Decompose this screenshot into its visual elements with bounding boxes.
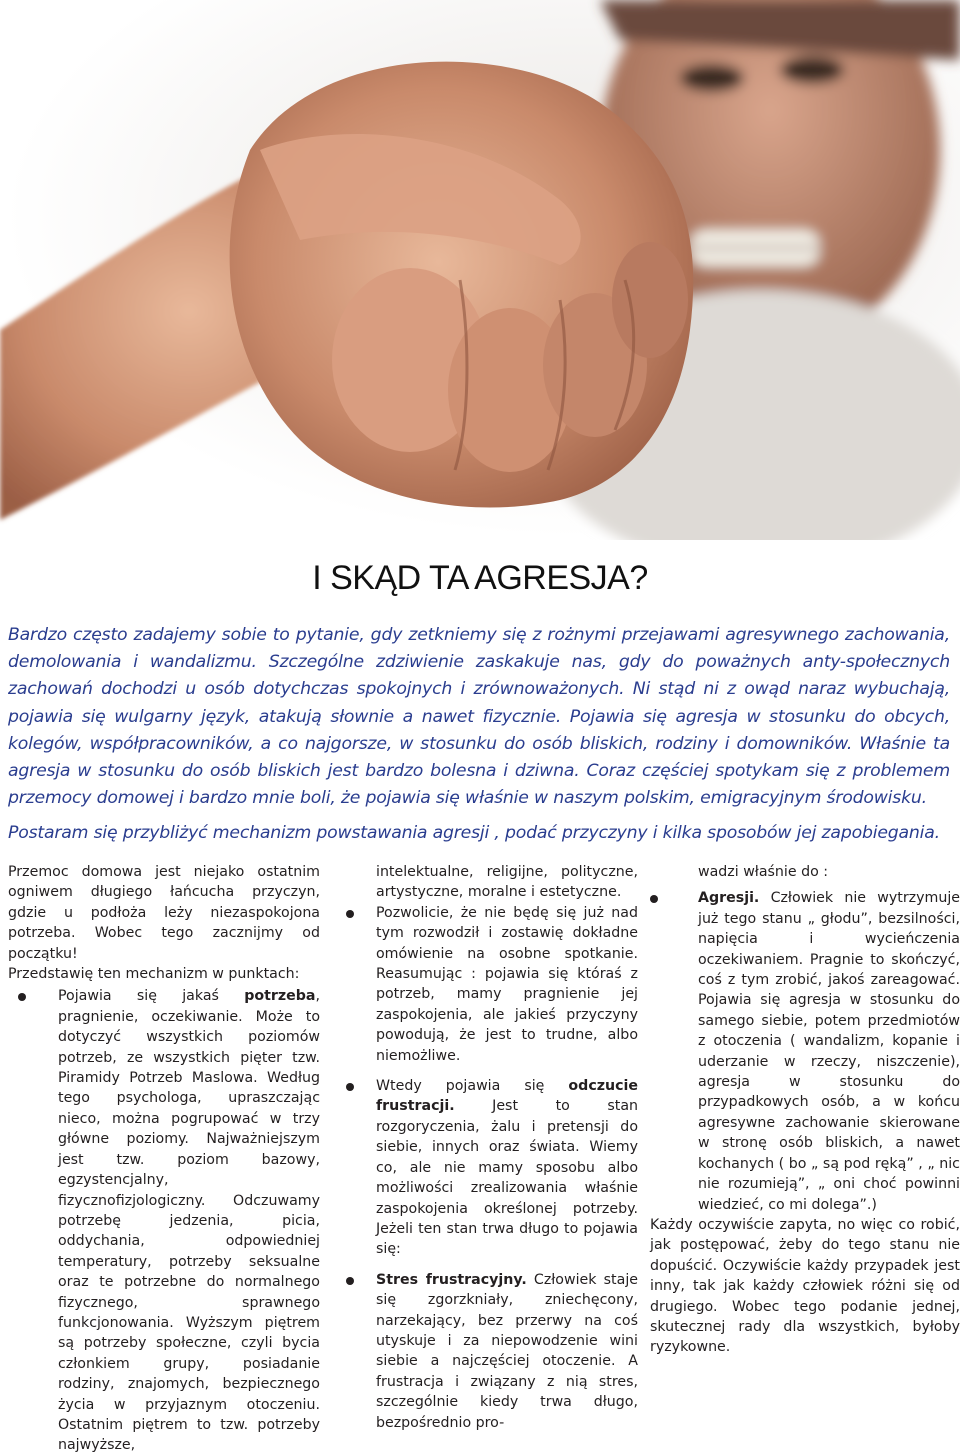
col2-bullet-2-bold: odczucie frustracji.: [376, 1078, 638, 1115]
col2-bullet-frustration: [376, 1076, 638, 1260]
bullet-dot-icon: [346, 1083, 354, 1091]
intro-paragraph: [8, 622, 950, 812]
page-title: I SKĄD TA AGRESJA?: [312, 559, 648, 597]
col1-paragraph-2: Przedstawię ten mechanizm w punktach:: [8, 966, 300, 983]
col1-bullet-post: , pragnienie, oczekiwanie. Może to dotyczyć wszystkich poziomów potrzeb, ze wszystkich pięter tzw. Piramidy Potrzeb Maslowa. Według tego psychologa, upraszczając nieco, można pogrupować w trzy główne poziomy. Najważniejszym jest tzw. poziom bazowy, egzystencjalny, fizycznofizjologiczny. Odczuwamy potrzebę jedzenia, picia, oddychania, odpowiedniej temperatury, potrzeby seksualne oraz te potrzebne do normalnego fizycznego, sprawnego funkcjonowania. Wyższym piętrem są potrzeby społeczne, czyli bycia członkiem grupy, posiadanie rodziny, znajomych, bezpiecznego życia w przyjaznym otoczeniu. Ostatnim piętrem to tzw. potrzeby najwyższe,: [58, 988, 320, 1454]
bullet-dot-icon: [346, 910, 354, 918]
col2-bullet-3-bold: Stres frustracyjny.: [376, 1271, 527, 1288]
column-3: [650, 862, 960, 1358]
bullet-dot-icon: [18, 993, 26, 1001]
col2-bullet-2-post: Jest to stan rozgoryczenia, żalu i pretensji do siebie, innych oraz świata. Wiemy co, ale nie mamy sposobu albo możliwości zrealizowania właśnie zaspokojenia określonej potrzeby. Jeżeli ten stan trwa długo to pojawia się:: [376, 1098, 638, 1258]
col1-paragraph-1: Przemoc domowa jest niejako ostatnim ogniwem długiego łańcucha przyczyn, gdzie u podłoża leży niezaspokojona potrzeba. Wobec tego zacznijmy od początku!: [8, 864, 320, 962]
col1-bullet-pre: Pojawia się jakaś: [58, 988, 245, 1005]
col3-paragraph-1: wadzi właśnie do :: [698, 864, 829, 880]
col2-bullet-2-pre: Wtedy pojawia się: [376, 1078, 569, 1095]
hero-photo-angry-fist: [0, 0, 960, 540]
col1-bullet-bold: potrzeba: [244, 988, 316, 1005]
intro-lead-text: Bardzo często zadajemy sobie to pytanie, gdy zetkniemy się z rożnymi przejawami agresywnego zachowania, demolowania i wandalizmu. Szczególne zdziwienie zaskakuje nas, gdy do poważnych anty-społecznych zachowań dochodzi u osób dotychczas spokojnych i zrównoważonych. Ni stąd ni z owąd naraz wybuchają, pojawia się wulgarny język, atakują słownie a nawet fizycznie. Pojawia się agresja w stosunku do obcych, kolegów, współpracowników, a co najgorsze, w stosunku do osób bliskich, rodziny i domowników. Właśnie ta agresja w stosunku do osób bliskich jest bardzo bolesna i dziwna. Coraz częściej spotykam się z problemem przemocy domowej i bardzo mnie boli, że pojawia się właśnie w naszym polskim, emigracyjnym środowisku.: [8, 625, 950, 809]
col2-bullet-1-text: Pozwolicie, że nie będę się już nad tym rozwodził i zostawię dokładne omówienie na osobne spotkanie. Reasumując : pojawia się któraś z potrzeb, mamy pragnienie jej zaspokojenia, ale jakieś przyczyny powodują, że jest to trudne, albo niemożliwe.: [376, 904, 638, 1064]
col3-bullet-bold: Agresji.: [698, 890, 760, 907]
column-2: [376, 862, 638, 1433]
col3-paragraph-2: Każdy oczywiście zapyta, no więc co robić, jak postępować, żeby do tego stanu nie dopuścić. Oczywiście każdy przypadek jest inny, tak jak każdy człowiek różni się od drugiego. Wobec tego podanie jednej, skutecznej rady dla wszystkich, byłoby ryzykowne.: [650, 1216, 960, 1356]
bullet-dot-icon: [650, 895, 658, 903]
col2-paragraph-1: intelektualne, religijne, polityczne, artystyczne, moralne i estetyczne.: [376, 864, 638, 901]
col3-bullet-post: Człowiek nie wytrzymuje już tego stanu „ głodu”, bezsilności, napięcia i wycieńczenia oczekiwaniem. Pragnie to skończyć, coś z tym zrobić, jakoś zareagować. Pojawia się agresja w stosunku do samego siebie, potem przedmiotów z otoczenia ( wandalizm, kopanie i uderzanie w rzeczy, niszczenie), agresja w stosunku do przypadkowych osób, a w końcu agresywne zachowanie skierowane w stronę osób bliskich, a nawet kochanych ( bo „ są pod ręką” , „ nic nie rozumieją”, „ oni choć powinni wiedzieć, co mi dolega”.): [698, 890, 960, 1213]
fist: [230, 62, 694, 508]
bullet-dot-icon: [346, 1277, 354, 1285]
col3-bullet-aggression: [650, 888, 960, 1215]
col2-bullet-1: [376, 903, 638, 1066]
col2-bullet-stress: [376, 1270, 638, 1433]
col1-bullet-need: [8, 986, 320, 1455]
intro-closing-text: Postaram się przybliżyć mechanizm powstawania agresji , podać przyczyny i kilka sposobów jej zapobiegania.: [8, 823, 940, 843]
column-1: [8, 862, 320, 1456]
fist-illustration: [0, 0, 960, 540]
col2-bullet-3-post: Człowiek staje się zgorzkniały, zniechęcony, narzekający, bez przerwy na coś utyskuje i za niepowodzenie wini siebie a najczęściej otoczenie. A frustracja i związany z nią stres, szczególnie kiedy trwa długo, bezpośrednio pro-: [376, 1271, 638, 1431]
